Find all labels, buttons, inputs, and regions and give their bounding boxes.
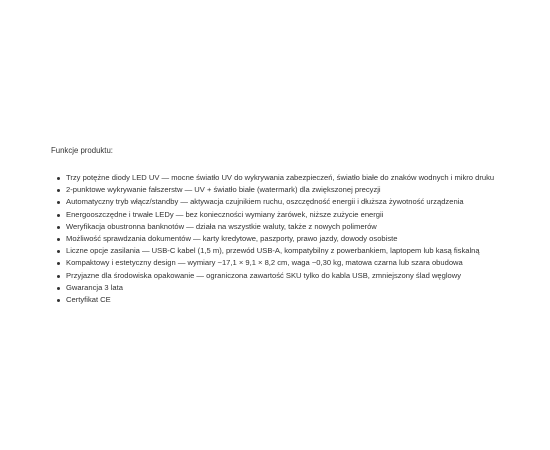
list-item xyxy=(51,172,541,184)
bullet-icon xyxy=(57,201,60,204)
feature-text: Automatyczny tryb włącz/standby — aktywacja czujnikiem ruchu, oszczędność energii i dłuższa żywotność urządzenia xyxy=(66,197,464,207)
bullet-icon xyxy=(57,238,60,241)
list-item xyxy=(51,184,541,196)
bullet-icon xyxy=(57,214,60,217)
feature-text: Liczne opcje zasilania — USB-C kabel (1,5 m), przewód USB-A, kompatybilny z powerbankiem, laptopem lub kasą fiskalną xyxy=(66,246,480,256)
features-heading: Funkcje produktu: xyxy=(51,146,113,155)
bullet-icon xyxy=(57,262,60,265)
bullet-icon xyxy=(57,287,60,290)
feature-text: Kompaktowy i estetyczny design — wymiary ~17,1 × 9,1 × 8,2 cm, waga ~0,30 kg, matowa czarna lub szara obudowa xyxy=(66,258,463,268)
list-item xyxy=(51,196,541,208)
product-features-section xyxy=(51,146,541,306)
feature-text: Gwarancja 3 lata xyxy=(66,282,123,292)
feature-text: Weryfikacja obustronna banknotów — działa na wszystkie waluty, także z nowych polimerów xyxy=(66,221,377,231)
bullet-icon xyxy=(57,177,60,180)
feature-text: Certyfikat CE xyxy=(66,294,111,304)
bullet-icon xyxy=(57,275,60,278)
list-item xyxy=(51,294,541,306)
features-list xyxy=(51,172,541,306)
list-item xyxy=(51,221,541,233)
list-item xyxy=(51,233,541,245)
feature-text: Energooszczędne i trwałe LEDy — bez konieczności wymiany żarówek, niższe zużycie energii xyxy=(66,209,384,219)
list-item xyxy=(51,245,541,257)
list-item xyxy=(51,270,541,282)
feature-text: 2-punktowe wykrywanie fałszerstw — UV + światło białe (watermark) dla zwiększonej precyzji xyxy=(66,185,381,195)
feature-text: Przyjazne dla środowiska opakowanie — ograniczona zawartość SKU tylko do kabla USB, zmniejszony ślad węglowy xyxy=(66,270,462,280)
list-item xyxy=(51,257,541,269)
bullet-icon xyxy=(57,250,60,253)
feature-text: Możliwość sprawdzania dokumentów — karty kredytowe, paszporty, prawo jazdy, dowody osobiste xyxy=(66,233,398,243)
bullet-icon xyxy=(57,189,60,192)
bullet-icon xyxy=(57,299,60,302)
list-item xyxy=(51,209,541,221)
list-item xyxy=(51,282,541,294)
bullet-icon xyxy=(57,226,60,229)
feature-text: Trzy potężne diody LED UV — mocne światło UV do wykrywania zabezpieczeń, światło białe do znaków wodnych i mikro druku xyxy=(66,173,495,182)
